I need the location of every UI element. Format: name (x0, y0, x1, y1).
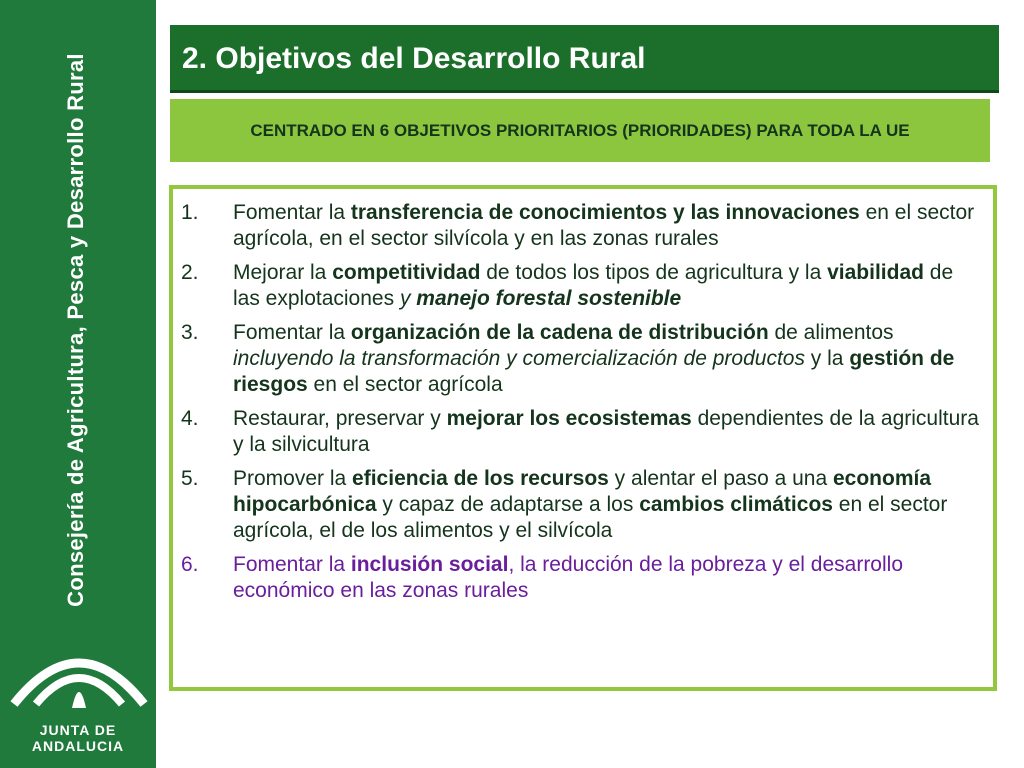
objective-text: en el sector agrícola, en el sector silvícola y en las zonas rurales (233, 201, 975, 250)
objective-item (181, 466, 981, 544)
objective-text: Mejorar la (233, 261, 333, 284)
objective-number: 5. (181, 467, 199, 490)
objective-text: en el sector agrícola (307, 373, 503, 396)
objective-text: Restaurar, preservar y (233, 407, 447, 430)
brand-name: JUNTA DE ANDALUCIA (31, 722, 125, 754)
objective-text: de las explotaciones (233, 261, 954, 310)
objective-italic: incluyendo la transformación y comercialización de productos (233, 347, 805, 370)
objective-text: en el sector agrícola, el de los alimentos y el silvícola (233, 493, 948, 542)
objective-item (181, 260, 981, 312)
objective-bold: inclusión social (350, 553, 509, 576)
objective-text: Fomentar la (233, 321, 351, 344)
objective-text: Fomentar la (233, 201, 351, 224)
objective-item (181, 320, 981, 398)
subtitle-bar (170, 99, 990, 162)
objective-number: 6. (181, 553, 199, 576)
objective-bold: eficiencia de los recursos (352, 467, 609, 490)
objective-text: y alentar el paso a una (608, 467, 833, 490)
objective-text: dependientes de la agricultura y la silvicultura (233, 407, 979, 456)
objective-bold: organización de la cadena de distribución (350, 321, 769, 344)
objective-bold-italic: manejo forestal sostenible (416, 287, 682, 310)
objective-bold: competitividad (332, 261, 481, 284)
objective-text: de todos los tipos de agricultura y la (480, 261, 828, 284)
page-title: 2. Objetivos del Desarrollo Rural (182, 42, 646, 75)
sidebar (0, 0, 156, 768)
objective-text: y capaz de adaptarse a los (376, 493, 640, 516)
objectives-list (181, 200, 981, 612)
objective-number: 3. (181, 321, 199, 344)
objective-bold: transferencia de conocimientos y las innovaciones (350, 201, 860, 224)
objective-bold: viabilidad (827, 261, 924, 284)
objective-text: Fomentar la (233, 553, 351, 576)
title-bar (170, 25, 999, 93)
objective-text: de alimentos (768, 321, 894, 344)
objective-bold: mejorar los ecosistemas (446, 407, 692, 430)
objective-bold: economía hipocarbónica (233, 467, 932, 516)
objectives-box (169, 185, 997, 691)
objective-item-highlighted (181, 552, 981, 604)
objective-text: , la reducción de la pobreza y el desarrollo económico en las zonas rurales (233, 553, 903, 602)
objective-number: 4. (181, 407, 199, 430)
objective-bold: cambios climáticos (639, 493, 833, 516)
objective-bold: gestión de riesgos (233, 347, 955, 396)
sidebar-title: Consejería de Agricultura, Pesca y Desarrollo Rural (63, 53, 88, 607)
objective-number: 2. (181, 261, 199, 284)
objective-item (181, 200, 981, 252)
objective-italic: y (399, 287, 417, 310)
objective-number: 1. (181, 201, 199, 224)
objective-text: y la (804, 347, 850, 370)
objective-item (181, 406, 981, 458)
objective-text: Promover la (233, 467, 353, 490)
subtitle: CENTRADO EN 6 OBJETIVOS PRIORITARIOS (PRIORIDADES) PARA TODA LA UE (250, 121, 910, 140)
junta-andalucia-logo-icon (6, 630, 152, 710)
